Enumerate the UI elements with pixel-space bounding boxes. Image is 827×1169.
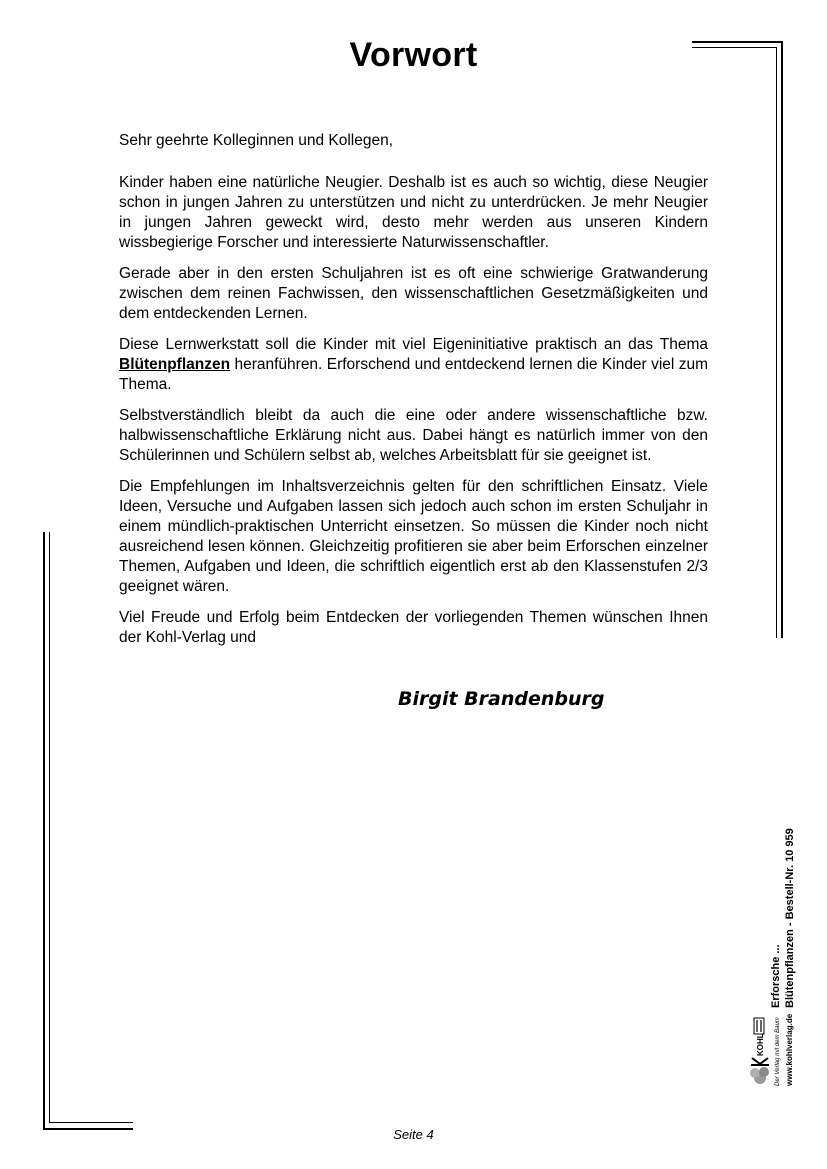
author-signature: Birgit Brandenburg (398, 688, 605, 710)
frame-line-bottom-inner (49, 1122, 133, 1123)
paragraph: Die Empfehlungen im Inhaltsverzeichnis gelten für den schriftlichen Einsatz. Viele Ideen, Versuche und Aufgaben lassen sich jedoch auch schon im ersten Schuljahr in einem mündlich-praktischen Unterricht einsetzen. So müssen die Kinder noch nicht ausreichend lesen können. Gleichzeitig profitieren sie aber beim Erforschen einzelner Themen, Aufgaben und Ideen, die schriftlich eigentlich erst ab den Klassenstufen 2/3 geeignet wären. (119, 478, 708, 595)
topic-highlight: Blütenpflanzen (119, 356, 231, 373)
publisher-logo (748, 1016, 772, 1086)
paragraph: Viel Freude und Erfolg beim Entdecken der vorliegenden Themen wünschen Ihnen der Kohl-Verlag und (119, 609, 708, 646)
frame-line-left-inner (49, 532, 50, 1123)
publisher-imprint (748, 786, 800, 1086)
logo-text: KOHL (756, 1033, 765, 1056)
salutation: Sehr geehrte Kolleginnen und Kollegen, (119, 132, 394, 149)
paragraph (119, 335, 708, 395)
frame-line-top-outer (692, 41, 783, 43)
frame-line-right-outer (781, 41, 783, 638)
paragraph: Gerade aber in den ersten Schuljahren ist es oft eine schwierige Gratwanderung zwischen dem reinen Fachwissen, den wissenschaftlichen Gesetzmäßigkeiten und dem entdeckenden Lernen. (119, 265, 708, 322)
paragraph: Selbstverständlich bleibt da auch die eine oder andere wissenschaftliche bzw. halbwissenschaftliche Erklärung nicht aus. Dabei hängt es natürlich immer von den Schülerinnen und Schülern selbst ab, welches Arbeitsblatt für sie geeignet ist. (119, 407, 708, 464)
paragraph-text: heranführen. Erforschend und entdeckend lernen die Kinder viel zum Thema. (119, 356, 708, 393)
foreword-body (119, 131, 708, 659)
page-title: Vorwort (349, 36, 478, 74)
paragraph: Kinder haben eine natürliche Neugier. Deshalb ist es auch so wichtig, diese Neugier schon in jungen Jahren zu unterstützen und nicht zu unterdrücken. Je mehr Neugier in jungen Jahren geweckt wird, desto mehr werden aus unseren Kindern wissbegierige Forscher und interessierte Naturwissenschaftler. (119, 174, 708, 251)
frame-line-right-inner (776, 47, 777, 638)
publisher-motto: Der Verlag mit dem Baum (775, 1017, 781, 1086)
paragraph-text: Diese Lernwerkstatt soll die Kinder mit viel Eigeninitiative praktisch an das Thema (119, 336, 708, 353)
page-number: Seite 4 (393, 1127, 434, 1142)
publisher-url: www.kohlverlag.de (785, 1013, 794, 1086)
frame-line-left-outer (43, 532, 45, 1130)
series-title: Erforsche ... (770, 944, 782, 1008)
product-order-number: Blütenpflanzen - Bestell-Nr. 10 959 (784, 828, 796, 1008)
frame-line-top-inner (692, 47, 777, 48)
